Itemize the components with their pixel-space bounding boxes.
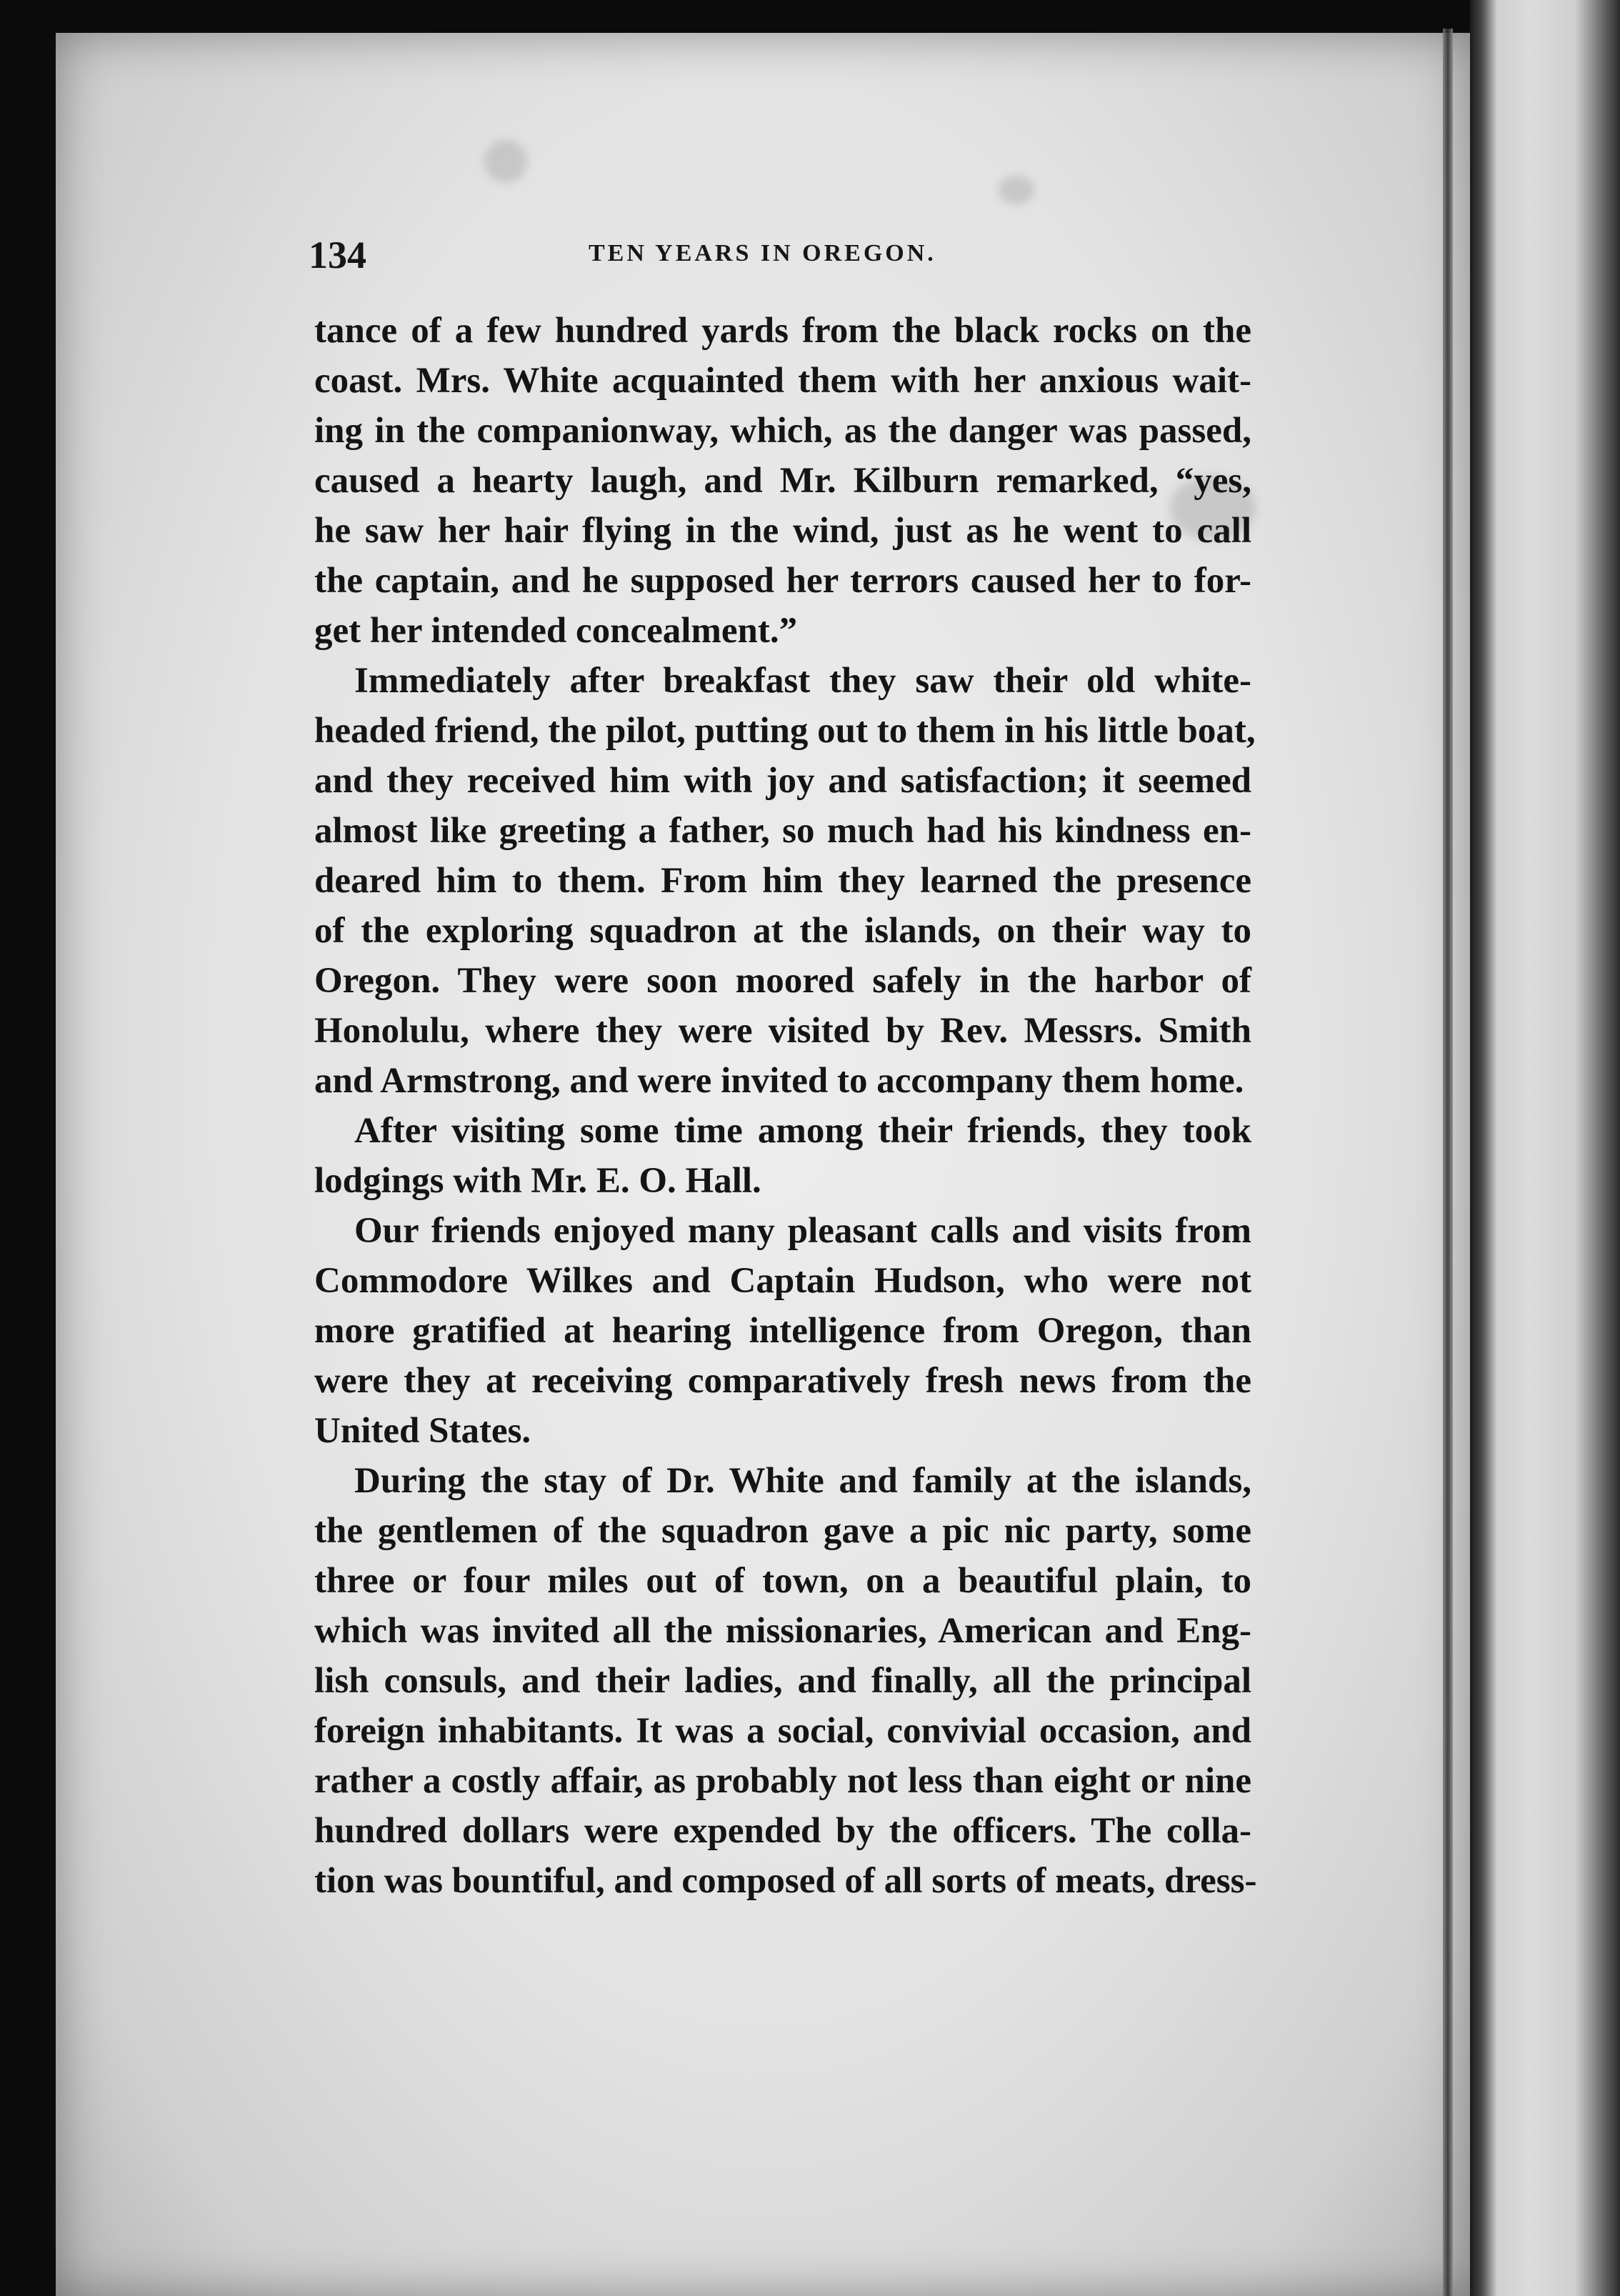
text-line: lish consuls, and their ladies, and finally, all the principal — [314, 1661, 1251, 1701]
text-line: and they received him with joy and satisfaction; it seemed — [314, 761, 1251, 801]
running-head: TEN YEARS IN OREGON. — [589, 240, 936, 266]
text-line: United States. — [314, 1411, 531, 1451]
text-line: Immediately after breakfast they saw their old white- — [354, 661, 1251, 701]
page-fold-line — [1443, 29, 1453, 2296]
stain-mark — [999, 176, 1034, 204]
text-line: which was invited all the missionaries, American and Eng- — [314, 1611, 1251, 1651]
text-line: more gratified at hearing intelligence from Oregon, than — [314, 1311, 1251, 1351]
text-line: Honolulu, where they were visited by Rev. Messrs. Smith — [314, 1011, 1251, 1051]
text-line: During the stay of Dr. White and family at the islands, — [354, 1461, 1251, 1501]
body-text — [314, 306, 1257, 1906]
text-line: lodgings with Mr. E. O. Hall. — [314, 1161, 761, 1201]
text-line: get her intended concealment.” — [314, 611, 798, 651]
text-line: were they at receiving comparatively fresh news from the — [314, 1361, 1251, 1401]
text-line: foreign inhabitants. It was a social, convivial occasion, and — [314, 1711, 1251, 1751]
text-line: he saw her hair flying in the wind, just as he went to call — [314, 511, 1251, 551]
page-number: 134 — [309, 234, 366, 276]
text-line: three or four miles out of town, on a beautiful plain, to — [314, 1561, 1251, 1601]
text-line: tance of a few hundred yards from the black rocks on the — [314, 311, 1251, 351]
text-line: the captain, and he supposed her terrors caused her to for- — [314, 561, 1251, 601]
paragraph-5 — [314, 1456, 1257, 1906]
text-line: caused a hearty laugh, and Mr. Kilburn remarked, “yes, — [314, 461, 1251, 501]
text-line: coast. Mrs. White acquainted them with her anxious wait- — [314, 361, 1251, 401]
text-line: tion was bountiful, and composed of all sorts of meats, dress- — [314, 1861, 1257, 1901]
stain-mark — [484, 140, 527, 183]
paragraph-4 — [314, 1206, 1251, 1456]
text-line: deared him to them. From him they learned the presence — [314, 861, 1251, 901]
paragraph-3 — [314, 1106, 1251, 1206]
page-header — [309, 233, 1251, 276]
paragraph-1 — [314, 306, 1251, 656]
text-line: the gentlemen of the squadron gave a pic nic party, some — [314, 1511, 1251, 1551]
adjacent-page-edge — [1470, 0, 1620, 2296]
text-line: Our friends enjoyed many pleasant calls and visits from — [354, 1211, 1251, 1251]
text-line: rather a costly affair, as probably not less than eight or nine — [314, 1761, 1251, 1801]
text-line: Commodore Wilkes and Captain Hudson, who were not — [314, 1261, 1251, 1301]
text-line: and Armstrong, and were invited to accompany them home. — [314, 1061, 1244, 1101]
text-line: ing in the companionway, which, as the danger was passed, — [314, 411, 1251, 451]
text-line: hundred dollars were expended by the officers. The colla- — [314, 1811, 1251, 1851]
text-line: After visiting some time among their friends, they took — [354, 1111, 1251, 1151]
paragraph-2 — [314, 656, 1256, 1106]
text-line: of the exploring squadron at the islands, on their way to — [314, 911, 1251, 951]
text-line: Oregon. They were soon moored safely in the harbor of — [314, 961, 1251, 1001]
text-line: almost like greeting a father, so much had his kindness en- — [314, 811, 1251, 851]
text-line: headed friend, the pilot, putting out to them in his little boat, — [314, 711, 1256, 751]
